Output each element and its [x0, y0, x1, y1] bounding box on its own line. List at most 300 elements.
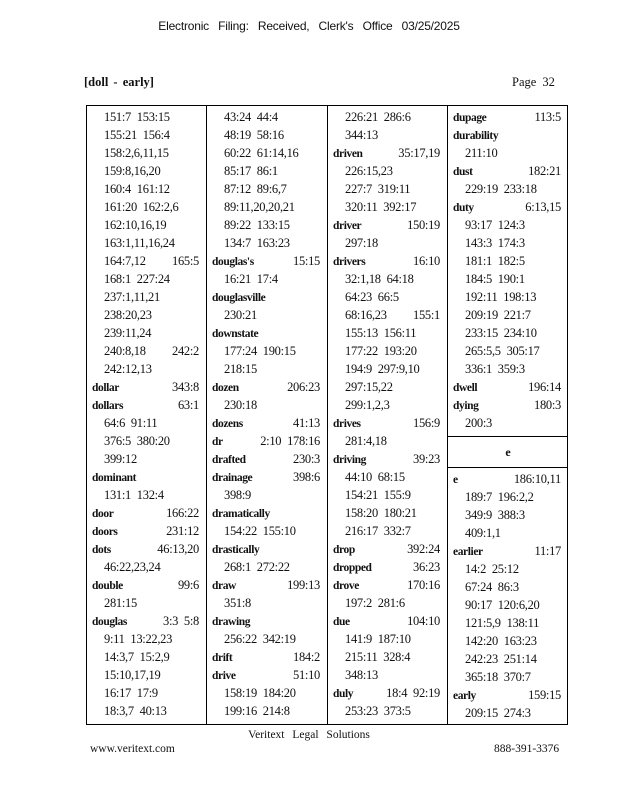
page-line-ref: 113:5 — [534, 110, 561, 124]
page-line-refs: 160:4 161:12 — [104, 182, 170, 196]
index-entry-refs — [328, 180, 447, 198]
index-entry-refs — [87, 306, 206, 324]
headword: dramatically — [212, 508, 270, 520]
headword: douglasville — [212, 292, 266, 304]
page-line-refs: 143:3 174:3 — [465, 236, 525, 250]
page-line-ref: 39:23 — [413, 452, 440, 466]
index-entry-headword — [448, 470, 568, 488]
headword: draw — [212, 580, 236, 592]
headword: dozens — [212, 418, 243, 430]
page-line-refs: 218:15 — [224, 362, 257, 376]
page-line-refs: 336:1 359:3 — [465, 362, 525, 376]
page-line-refs: 209:15 274:3 — [465, 706, 531, 720]
index-entry-headword — [448, 108, 568, 126]
page-line-refs: 192:11 198:13 — [465, 290, 537, 304]
index-entry-refs — [87, 288, 206, 306]
page-line-ref: 184:2 — [293, 650, 320, 664]
headword: drives — [333, 418, 361, 430]
headword: driving — [333, 454, 366, 466]
page-line-ref: 242:2 — [172, 344, 199, 358]
page-line-ref: 196:14 — [528, 380, 561, 394]
index-entry-refs — [448, 342, 568, 360]
page-line-refs: 142:20 163:23 — [465, 634, 537, 648]
index-entry-headword — [207, 414, 327, 432]
page-line-refs: 398:9 — [224, 488, 251, 502]
page-line-ref: 398:6 — [293, 470, 320, 484]
index-entry-refs — [448, 216, 568, 234]
index-entry-refs — [87, 198, 206, 216]
index-entry-refs — [87, 648, 206, 666]
page-line-refs: 164:7,12 — [104, 254, 146, 268]
page-line-refs: 155:21 156:4 — [104, 128, 170, 142]
headword: dots — [92, 544, 111, 556]
index-entry-refs — [328, 648, 447, 666]
index-entry-refs — [328, 288, 447, 306]
page-line-ref: 16:10 — [413, 254, 440, 268]
page-line-ref: 186:10,11 — [513, 472, 561, 486]
index-entry-refs — [87, 342, 206, 360]
page-line-refs: 134:7 163:23 — [224, 236, 290, 250]
page-line-refs: 253:23 373:5 — [345, 704, 411, 718]
index-entry-refs — [328, 396, 447, 414]
headword: drainage — [212, 472, 253, 484]
headword: e — [453, 474, 458, 486]
index-column-3 — [328, 106, 448, 724]
index-entry-refs — [448, 180, 568, 198]
headword: dropped — [333, 562, 372, 574]
footer-company: Veritext Legal Solutions — [248, 729, 370, 741]
page-line-refs: 159:8,16,20 — [104, 164, 161, 178]
page-line-ref: 155:1 — [413, 308, 440, 322]
index-column-2 — [207, 106, 328, 724]
index-entry-headword — [448, 378, 568, 396]
page-line-refs: 320:11 392:17 — [345, 200, 417, 214]
page-line-refs: 158:19 184:20 — [224, 686, 296, 700]
page-line-refs: 9:11 13:22,23 — [104, 632, 173, 646]
page-line-refs: 141:9 187:10 — [345, 632, 411, 646]
index-entry-refs — [328, 432, 447, 450]
index-entry-headword — [328, 612, 447, 630]
index-entry-refs — [87, 180, 206, 198]
headword: dying — [453, 400, 479, 412]
index-entry-refs — [207, 594, 327, 612]
headword: durability — [453, 130, 499, 142]
page-line-refs: 215:11 328:4 — [345, 650, 411, 664]
headword: dollars — [92, 400, 124, 412]
index-entry-refs — [207, 396, 327, 414]
page-line-refs: 14:3,7 15:2,9 — [104, 650, 170, 664]
index-entry-refs — [87, 486, 206, 504]
index-entry-refs — [328, 702, 447, 720]
page-line-refs: 15:10,17,19 — [104, 668, 161, 682]
page-line-refs: 131:1 132:4 — [104, 488, 164, 502]
index-entry-refs — [448, 650, 568, 668]
page-line-refs: 409:1,1 — [465, 526, 501, 540]
index-entry-refs — [448, 144, 568, 162]
index-entry-headword — [328, 684, 447, 702]
index-entry-refs — [328, 126, 447, 144]
index-entry-headword — [207, 432, 327, 450]
page-line-refs: 200:3 — [465, 416, 492, 430]
page-line-refs: 14:2 25:12 — [465, 562, 519, 576]
page-line-refs: 197:2 281:6 — [345, 596, 405, 610]
page-line-refs: 351:8 — [224, 596, 251, 610]
headword: driven — [333, 148, 363, 160]
index-entry-headword — [207, 666, 327, 684]
headword: duty — [453, 202, 474, 214]
headword: downstate — [212, 328, 259, 340]
page-line-refs: 161:20 162:2,6 — [104, 200, 179, 214]
index-entry-refs — [328, 360, 447, 378]
index-entry-refs — [87, 702, 206, 720]
page-line-refs: 281:4,18 — [345, 434, 387, 448]
index-entry-headword — [87, 378, 206, 396]
page-line-refs: 18:3,7 40:13 — [104, 704, 167, 718]
page-line-refs: 297:18 — [345, 236, 378, 250]
footer-phone: 888-391-3376 — [494, 743, 560, 755]
index-entry-refs — [328, 324, 447, 342]
page-line-refs: 365:18 370:7 — [465, 670, 531, 684]
index-entry-headword — [207, 324, 327, 342]
page-line-refs: 399:12 — [104, 452, 137, 466]
page-line-refs: 227:7 319:11 — [345, 182, 411, 196]
page-line-refs: 93:17 124:3 — [465, 218, 525, 232]
index-entry-refs — [448, 668, 568, 686]
index-entry-refs — [87, 432, 206, 450]
page-line-refs: 211:10 — [465, 146, 498, 160]
page-line-refs: 226:21 286:6 — [345, 110, 411, 124]
page-line-refs: 162:10,16,19 — [104, 218, 167, 232]
page-line-refs: 348:13 — [345, 668, 378, 682]
index-entry-refs — [87, 252, 206, 270]
index-entry-headword — [328, 144, 447, 162]
page-line-ref: 46:13,20 — [157, 542, 199, 556]
efiling-stamp: Electronic Filing: Received, Clerk's Office 03/25/2025 — [158, 19, 460, 33]
page-line-refs: 168:1 227:24 — [104, 272, 170, 286]
index-entry-refs — [448, 506, 568, 524]
index-entry-refs — [207, 180, 327, 198]
page-line-refs: 230:18 — [224, 398, 257, 412]
index-entry-refs — [448, 306, 568, 324]
page-line-refs: 68:16,23 — [345, 308, 387, 322]
index-entry-headword — [87, 504, 206, 522]
index-entry-refs — [87, 558, 206, 576]
page-line-refs: 226:15,23 — [345, 164, 393, 178]
headword: dominant — [92, 472, 137, 484]
page-line-refs: 242:12,13 — [104, 362, 152, 376]
headword: due — [333, 616, 350, 628]
headword: douglas's — [212, 256, 254, 268]
index-entry-headword — [207, 252, 327, 270]
index-entry-headword — [87, 612, 206, 630]
page-line-refs: 349:9 388:3 — [465, 508, 525, 522]
index-entry-refs — [448, 488, 568, 506]
index-entry-headword — [328, 576, 447, 594]
page-line-refs: 242:23 251:14 — [465, 652, 537, 666]
headword: duly — [333, 688, 354, 700]
index-column-4 — [448, 106, 568, 724]
page-line-ref: 15:15 — [293, 254, 320, 268]
index-entry-refs — [207, 198, 327, 216]
index-entry-refs — [328, 504, 447, 522]
page-line-refs: 199:16 214:8 — [224, 704, 290, 718]
page-line-refs: 299:1,2,3 — [345, 398, 390, 412]
headword: drivers — [333, 256, 366, 268]
index-entry-refs — [87, 144, 206, 162]
index-entry-refs — [87, 126, 206, 144]
headword: douglas — [92, 616, 127, 628]
page-line-ref: 392:24 — [407, 542, 440, 556]
headword: drastically — [212, 544, 260, 556]
page-line-ref: 170:16 — [407, 578, 440, 592]
page-line-refs: 209:19 221:7 — [465, 308, 531, 322]
page-line-refs: 90:17 120:6,20 — [465, 598, 540, 612]
index-entry-refs — [448, 704, 568, 722]
page-line-refs: 237:1,11,21 — [104, 290, 160, 304]
index-entry-refs — [328, 594, 447, 612]
page-line-refs: 268:1 272:22 — [224, 560, 290, 574]
index-entry-refs — [448, 578, 568, 596]
headword: earlier — [453, 546, 483, 558]
index-entry-headword — [448, 162, 568, 180]
page-line-refs: 281:15 — [104, 596, 137, 610]
index-entry-refs — [87, 594, 206, 612]
index-entry-headword — [207, 450, 327, 468]
page-line-ref: 206:23 — [287, 380, 320, 394]
page-line-refs: 265:5,5 305:17 — [465, 344, 540, 358]
index-entry-headword — [448, 126, 568, 144]
index-entry-refs — [87, 666, 206, 684]
index-entry-refs — [207, 270, 327, 288]
index-entry-refs — [328, 108, 447, 126]
page-line-refs: 16:21 17:4 — [224, 272, 278, 286]
page-line-ref: 182:21 — [528, 164, 561, 178]
index-entry-headword — [207, 468, 327, 486]
page-line-refs: 240:8,18 — [104, 344, 146, 358]
page-line-refs: 184:5 190:1 — [465, 272, 525, 286]
page-line-ref: 3:3 5:8 — [163, 614, 199, 628]
page-line-refs: 151:7 153:15 — [104, 110, 170, 124]
page-line-refs: 67:24 86:3 — [465, 580, 519, 594]
section-letter: e — [448, 436, 568, 468]
index-entry-refs — [328, 630, 447, 648]
page-line-refs: 60:22 61:14,16 — [224, 146, 299, 160]
index-entry-refs — [328, 234, 447, 252]
index-entry-refs — [328, 306, 447, 324]
page-line-refs: 163:1,11,16,24 — [104, 236, 175, 250]
index-entry-headword — [87, 522, 206, 540]
index-entry-refs — [207, 126, 327, 144]
page-line-refs: 158:20 180:21 — [345, 506, 417, 520]
index-entry-refs — [448, 614, 568, 632]
index-entry-refs — [448, 288, 568, 306]
index-entry-headword — [87, 576, 206, 594]
page-line-refs: 189:7 196:2,2 — [465, 490, 534, 504]
page-line-ref: 11:17 — [534, 544, 561, 558]
page-line-ref: 18:4 92:19 — [386, 686, 440, 700]
index-entry-refs — [87, 324, 206, 342]
index-entry-refs — [87, 360, 206, 378]
index-range: [doll - early] — [84, 75, 154, 89]
page-line-ref: 36:23 — [413, 560, 440, 574]
page-line-ref: 180:3 — [534, 398, 561, 412]
headword: drift — [212, 652, 233, 664]
page-line-refs: 181:1 182:5 — [465, 254, 525, 268]
page-line-refs: 297:15,22 — [345, 380, 393, 394]
index-entry-refs — [328, 270, 447, 288]
page-line-refs: 229:19 233:18 — [465, 182, 537, 196]
page-line-refs: 177:24 190:15 — [224, 344, 296, 358]
index-entry-refs — [328, 486, 447, 504]
index-entry-refs — [207, 630, 327, 648]
index-entry-refs — [207, 558, 327, 576]
headword: dust — [453, 166, 473, 178]
index-entry-refs — [207, 522, 327, 540]
headword: dwell — [453, 382, 478, 394]
page-line-ref: 230:3 — [293, 452, 320, 466]
index-entry-refs — [207, 216, 327, 234]
index-entry-refs — [207, 360, 327, 378]
page-line-ref: 51:10 — [293, 668, 320, 682]
page-line-refs: 194:9 297:9,10 — [345, 362, 420, 376]
index-entry-refs — [207, 342, 327, 360]
index-entry-refs — [87, 162, 206, 180]
page-line-refs: 238:20,23 — [104, 308, 152, 322]
index-entry-refs — [328, 342, 447, 360]
headword: drawing — [212, 616, 251, 628]
page-line-refs: 344:13 — [345, 128, 378, 142]
index-entry-refs — [448, 324, 568, 342]
index-entry-refs — [87, 270, 206, 288]
index-entry-refs — [207, 702, 327, 720]
page-line-refs: 64:23 66:5 — [345, 290, 399, 304]
page-line-refs: 256:22 342:19 — [224, 632, 296, 646]
index-entry-refs — [328, 468, 447, 486]
page-line-ref: 150:19 — [407, 218, 440, 232]
page-line-refs: 64:6 91:11 — [104, 416, 158, 430]
page-line-refs: 48:19 58:16 — [224, 128, 284, 142]
index-entry-refs — [448, 360, 568, 378]
headword: drafted — [212, 454, 246, 466]
page-line-ref: 156:9 — [413, 416, 440, 430]
page-line-ref: 63:1 — [177, 398, 199, 412]
index-entry-headword — [207, 612, 327, 630]
page-line-refs: 216:17 332:7 — [345, 524, 411, 538]
page-line-refs: 233:15 234:10 — [465, 326, 537, 340]
page-line-refs: 46:22,23,24 — [104, 560, 161, 574]
index-entry-refs — [207, 234, 327, 252]
headword: early — [453, 690, 476, 702]
page-line-ref: 231:12 — [166, 524, 199, 538]
index-entry-headword — [448, 686, 568, 704]
index-entry-headword — [328, 450, 447, 468]
headword: driver — [333, 220, 362, 232]
page-line-refs: 154:22 155:10 — [224, 524, 296, 538]
footer-website: www.veritext.com — [90, 743, 175, 755]
page-line-ref: 35:17,19 — [398, 146, 440, 160]
headword: drove — [333, 580, 359, 592]
page-line-refs: 16:17 17:9 — [104, 686, 158, 700]
page-line-ref: 104:10 — [407, 614, 440, 628]
page-line-refs: 177:22 193:20 — [345, 344, 417, 358]
index-entry-headword — [207, 288, 327, 306]
page-line-ref: 99:6 — [177, 578, 199, 592]
page-line-refs: 43:24 44:4 — [224, 110, 278, 124]
index-entry-refs — [87, 630, 206, 648]
page-line-refs: 32:1,18 64:18 — [345, 272, 414, 286]
index-entry-headword — [328, 414, 447, 432]
page-line-ref: 199:13 — [287, 578, 320, 592]
page-line-ref: 166:22 — [166, 506, 199, 520]
index-entry-headword — [207, 504, 327, 522]
headword: dozen — [212, 382, 239, 394]
page-line-ref: 2:10 178:16 — [260, 434, 320, 448]
index-entry-headword — [87, 396, 206, 414]
page-line-refs: 44:10 68:15 — [345, 470, 405, 484]
index-entry-refs — [328, 162, 447, 180]
page-line-refs: 158:2,6,11,15 — [104, 146, 169, 160]
index-entry-refs — [328, 378, 447, 396]
index-entry-refs — [207, 144, 327, 162]
page-line-ref: 343:8 — [172, 380, 199, 394]
index-entry-refs — [448, 234, 568, 252]
headword: dr — [212, 436, 223, 448]
index-entry-refs — [87, 234, 206, 252]
page-line-ref: 6:13,15 — [525, 200, 561, 214]
page-line-refs: 239:11,24 — [104, 326, 152, 340]
page-line-ref: 165:5 — [172, 254, 199, 268]
headword: double — [92, 580, 123, 592]
index-entry-headword — [87, 468, 206, 486]
index-entry-refs — [448, 524, 568, 542]
page-line-ref: 41:13 — [293, 416, 320, 430]
index-entry-refs — [448, 632, 568, 650]
index-entry-refs — [87, 450, 206, 468]
index-entry-refs — [328, 522, 447, 540]
headword: drop — [333, 544, 355, 556]
headword: dupage — [453, 112, 487, 124]
index-entry-headword — [207, 378, 327, 396]
word-index-table — [86, 105, 568, 725]
index-entry-refs — [87, 684, 206, 702]
index-entry-refs — [328, 666, 447, 684]
index-entry-refs — [328, 198, 447, 216]
index-column-1 — [87, 106, 207, 724]
page-line-refs: 87:12 89:6,7 — [224, 182, 287, 196]
index-entry-headword — [328, 558, 447, 576]
page-line-refs: 155:13 156:11 — [345, 326, 417, 340]
index-entry-headword — [328, 540, 447, 558]
page-line-refs: 121:5,9 138:11 — [465, 616, 540, 630]
page-line-refs: 376:5 380:20 — [104, 434, 170, 448]
headword: door — [92, 508, 114, 520]
index-entry-headword — [87, 540, 206, 558]
headword: dollar — [92, 382, 119, 394]
index-entry-headword — [207, 576, 327, 594]
index-entry-refs — [207, 108, 327, 126]
index-entry-refs — [448, 560, 568, 578]
index-entry-refs — [448, 596, 568, 614]
index-entry-headword — [328, 252, 447, 270]
index-entry-headword — [328, 216, 447, 234]
page-line-refs: 230:21 — [224, 308, 257, 322]
index-entry-refs — [87, 108, 206, 126]
index-entry-headword — [448, 542, 568, 560]
index-entry-refs — [87, 216, 206, 234]
index-entry-refs — [448, 270, 568, 288]
page-line-refs: 89:22 133:15 — [224, 218, 290, 232]
index-entry-refs — [207, 162, 327, 180]
